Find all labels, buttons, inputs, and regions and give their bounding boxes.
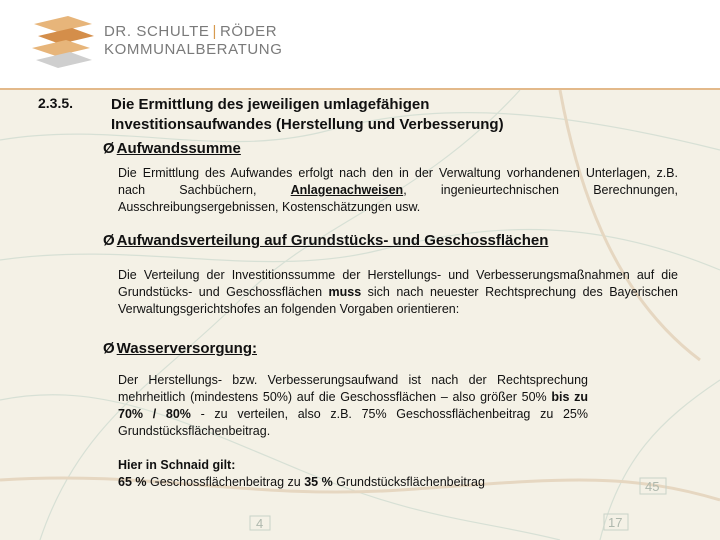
- section-title: [111, 95, 591, 135]
- bullet-heading: Wasserversorgung:: [116, 340, 257, 357]
- bullet-aufwandsverteilung: [103, 232, 548, 249]
- paragraph-aufwandssumme: [118, 165, 678, 216]
- paragraph-aufwandsverteilung: [118, 267, 678, 318]
- emphasis-text: Anlagenachweisen: [290, 183, 404, 197]
- paragraph-text: - zu verteilen, also z.B. 75% Geschossflächenbeitrag zu 25% Grundstücksflächenbeitrag.: [118, 407, 588, 438]
- section-title-line1: Die Ermittlung des jeweiligen umlagefähigen: [111, 96, 430, 113]
- paragraph-wasserversorgung: [118, 372, 588, 440]
- paragraph-text: Die Ermittlung des Aufwandes erfolgt nach den in der Verwaltung vorhandenen Unterlagen, z.B. nach Sachbüchern,: [118, 166, 678, 197]
- paragraph-text: , ingenieurtechnischen Berechnungen, Ausschreibungsergebnissen, Kostenschätzungen usw.: [118, 183, 678, 214]
- map-label: 4: [256, 516, 264, 531]
- logo-name-a: DR. SCHULTE: [104, 23, 210, 40]
- map-label: 17: [608, 515, 623, 530]
- logo-separator: |: [212, 23, 217, 40]
- bullet-heading: Aufwandsverteilung auf Grundstücks- und Geschossflächen: [116, 232, 549, 249]
- bullet-aufwandssumme: [103, 140, 241, 157]
- bullet-heading: Aufwandssumme: [116, 140, 241, 157]
- section-number: 2.3.5.: [38, 95, 74, 111]
- local-rule-note: [118, 457, 588, 491]
- emphasis-text: muss: [328, 285, 362, 299]
- map-label: 45: [645, 479, 660, 494]
- logo-subtitle: KOMMUNALBERATUNG: [104, 41, 283, 58]
- note-text: Grundstücksflächenbeitrag: [332, 475, 485, 489]
- logo-name-b: RÖDER: [220, 23, 278, 40]
- note-value-geschoss: 65 %: [118, 475, 147, 489]
- arrow-icon: Ø: [103, 340, 115, 357]
- section-title-line2: Investitionsaufwandes (Herstellung und Verbesserung): [111, 116, 504, 133]
- emphasis-text: bis zu 70% / 80%: [118, 390, 589, 421]
- note-heading: Hier in Schnaid gilt:: [118, 458, 236, 472]
- note-value-grundstueck: 35 %: [304, 475, 333, 489]
- bullet-wasserversorgung: [103, 340, 257, 357]
- note-text: Geschossflächenbeitrag zu: [146, 475, 305, 489]
- arrow-icon: Ø: [103, 232, 115, 249]
- paragraph-text: sich nach neuester Rechtsprechung des Bayerischen Verwaltungsgerichtshofes an folgenden Vorgaben orientieren:: [118, 285, 678, 316]
- paragraph-text: Der Herstellungs- bzw. Verbesserungsaufwand ist nach der Rechtsprechung mehrheitlich (mindestens 50%) auf die Geschossflächen – also größer 50%: [118, 373, 588, 404]
- paragraph-text: Die Verteilung der Investitionssumme der Herstellungs- und Verbesserungsmaßnahmen auf die Grundstücks- und Geschossflächen: [118, 268, 678, 299]
- arrow-icon: Ø: [103, 140, 115, 157]
